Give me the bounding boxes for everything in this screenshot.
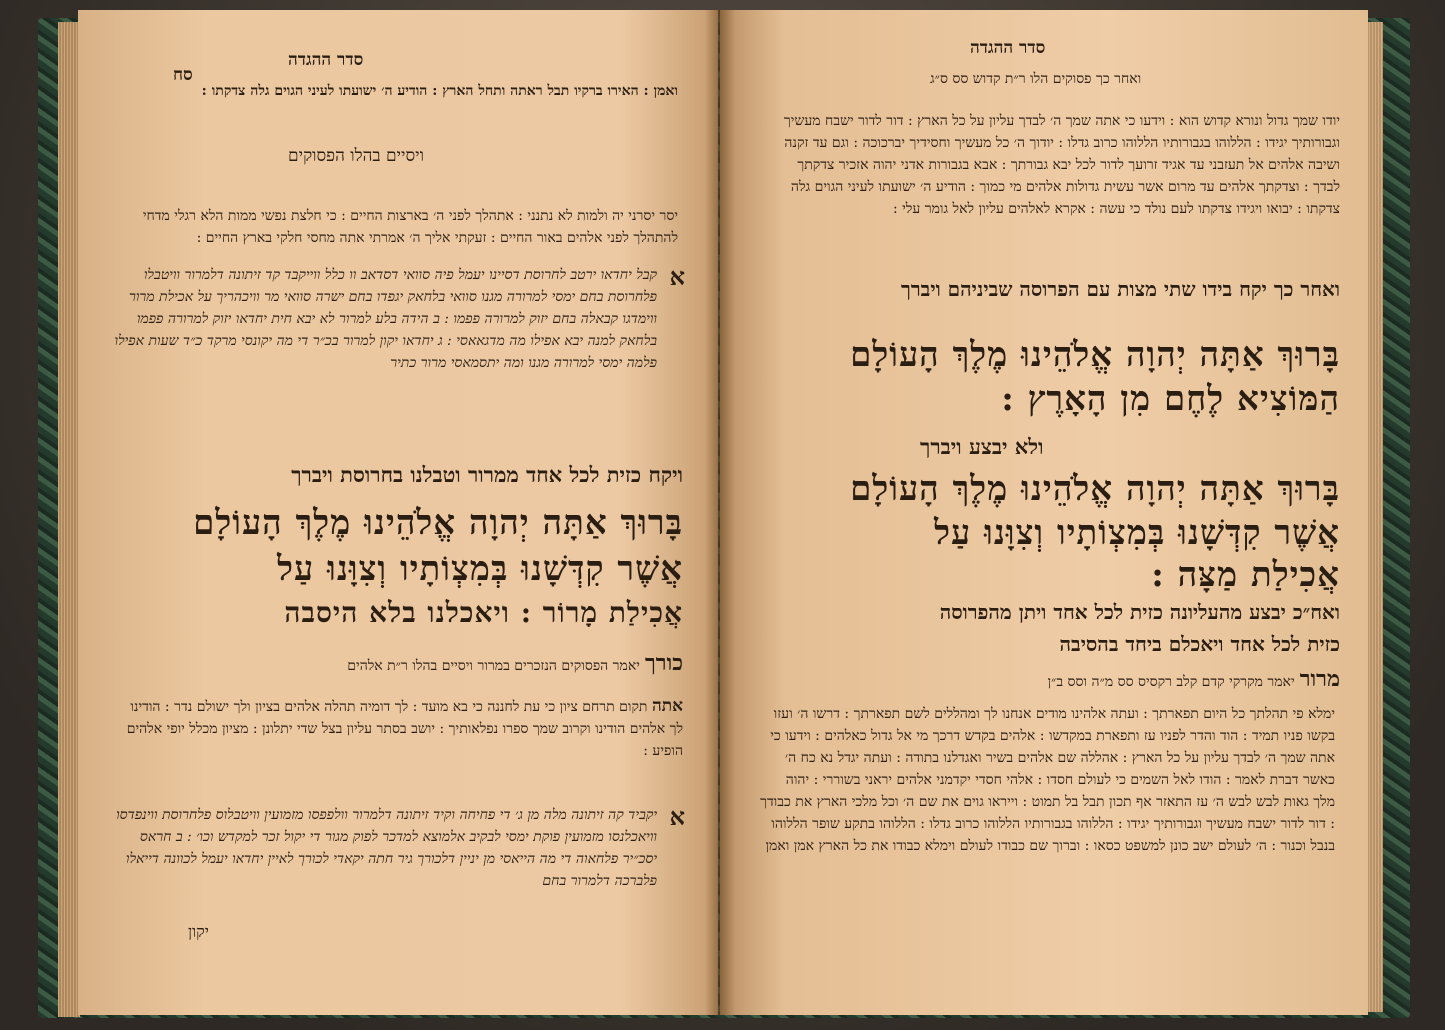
left-verse-block-2: [118, 695, 683, 762]
book-gutter: [705, 10, 735, 1015]
left-page: [78, 10, 718, 1015]
right-page-header-title: סדר ההגדה: [970, 38, 1046, 58]
left-korech-rest: יאמר הפסוקים הנזכרים במרור ויסיים בהלו ר״ת אלהים: [347, 658, 640, 674]
page-edges-left: [58, 22, 80, 1017]
left-commentary-letter-2: א: [669, 802, 685, 831]
left-verse-block-2-lead: אתה: [651, 696, 683, 716]
left-section-heading: ויסיים בהלו הפסוקים: [288, 146, 424, 166]
right-instruction-4: כזית לכל אחד ויאכלם ביחד בהסיבה: [1059, 632, 1340, 656]
left-korech-word: כורך: [645, 650, 683, 676]
left-verse-block: יסר יסרני יה ולמות לא נתנני : אתהלך לפני ה׳ בארצות החיים : כי חלצת נפשי ממות הלא רגלי מדחי להתהלך לפני אלהים באור החיים : זעקתי אליך ה׳ אמרתי אתה מחסי חלקי בארץ החיים :: [142, 208, 678, 246]
right-instruction-3: ואח״כ יבצע מהעליונה כזית לכל אחד ויתן מהפרוסה: [939, 600, 1340, 624]
right-instruction-1: ואחר כך יקח בידו שתי מצות עם הפרוסה שביניהם ויברך: [901, 277, 1340, 301]
left-page-header-title: סדר ההגדה: [288, 50, 364, 70]
right-maror-heading-rest: יאמר מקרקי קדם קלב רקסיס סס מ״ה וסס ב״ן: [1047, 674, 1295, 690]
left-commentary-letter-1: א: [669, 262, 685, 291]
left-blessing-line-3: אֲכִילַת מָרוֹר : ויאכלנו בלא היסבה: [284, 596, 683, 629]
right-verse-block: יודו שמך גדול ונורא קדוש הוא : וידעו כי אתה שמך ה׳ לבדך עליון על כל הארץ : דור לדור ישבח מעשיך וגבורותיך יגידו : הללוהו בגבורותיו הללוהו כרוב גדלו : יודוך ה׳ כל מעשיך וחסידיך יברכוכה : וגם עד זקנה ושיבה אלהים אל תעזבני עד אגיד זרועך לדור לכל יבא גבורתך : אבא בגבורות אדני יהוה אזכיר צדקתך לבדך : וצדקתך אלהים עד מרום אשר עשית גדולות אלהים מי כמוך : הודיע ה׳ ישועתו לעיני הגוים גלה צדקתו : יבואו ויגידו צדקתו לעם נולד כי עשה : אקרא לאלהים עליון לאל גומר עלי :: [783, 113, 1340, 217]
right-instruction-2: ולא יבצע ויברך: [920, 434, 1044, 459]
left-commentary-2-text: יקביד קה זיתונה מלה מן ג׳ די פחיחה וקיד זיתונה דלמרור וולפפסו מזמועין וויטבלוס פלחרוסת ווינפדסו וויאכלנסו מזמועין פוקת ימסי לבקיב אלמוצא למדכר לפוק מגור די יקול זכר למקדש וכו׳ : ב חראס יסכ״יר פלחאוה די מה הייאסי מן יניין דלכורך גיר חתה יקאדי לכורך לאיין יחדאו יעמל לכוונה דייאלו פלברכה דלמרור בחם: [116, 807, 657, 889]
left-commentary-2: [110, 800, 685, 910]
right-blessing-2-line-2: אֲשֶׁר קִדְּשָׁנוּ בְּמִצְוֹתָיו וְצִוָּנוּ עַל: [934, 513, 1340, 553]
right-blessing-1-line-1: בָּרוּךְ אַתָּה יְהוָה אֱלֹהֵינוּ מֶלֶךְ הָעוֹלָם: [850, 335, 1340, 375]
left-top-verse: ואמן : האירו ברקיו תבל ראתה ותחל הארץ : הודיע ה׳ ישועתו לעיני הגוים גלה צדקתו :: [201, 83, 678, 99]
left-instruction-1: ויקח כזית לכל אחד ממרור וטבלנו בחרוסת ויברך: [291, 462, 683, 487]
right-maror-word: מרור: [1299, 666, 1340, 692]
left-blessing-line-1: בָּרוּךְ אַתָּה יְהוָה אֱלֹהֵינוּ מֶלֶךְ הָעוֹלָם: [193, 503, 683, 543]
left-commentary-1-text: קבל יחדאו ירטב לחרוסת דסיינו יעמל פיה סוואי דסדאב וו כלל ווייקבד קד זיתונה דלמרור וויטבלו פלחרוסת בחם ימסי למרורה מגנו סוואי בלחאק יגפדו בחם ישרה סוואי מר וויכהריך על אכילת מרור ווימדגו קבאלה בחם יזוק למרורה פפמו : ב הידה בלע למרור לא יבא חית יחדאו יזוק למרורה פפמו בלחאק למנה יבא אפילו מה מדגאאסי : ג יחדאו יקון למרור בכ״ר די מה יקונסי מרקד כ״ד שעות אפילו פלמה ימסי למרורה מגנו ומה יתסמאסי מרור כתיר: [114, 267, 657, 371]
left-commentary-1: [110, 260, 685, 420]
left-verse-block-2-text: תקום תרחם ציון כי עת לחננה כי בא מועד : לך דומיה תהלה אלהים בציון ולך ישולם נדר : הודינו לך אלהים הודינו וקרוב שמך ספרו נפלאותיך : יושב בסתר עליון בצל שדי יתלונן : מציון מכלל יופי אלהים הופיע :: [126, 699, 683, 759]
left-korech-heading: [108, 650, 683, 676]
right-page: [720, 10, 1368, 1015]
right-verse-block-2: ימלא פי תהלתך כל היום תפארתך : ועתה אלהינו מודים אנחנו לך ומהללים לשם תפארתך : דרשו ה׳ ועזו בקשו פניו תמיד : הוד והדר לפניו עז ותפארת במקדשו : אלהים בקדש דרכך מי אל גדול כאלהים : וידעו כי אתה שמך ה׳ לבדך עליון על כל הארץ : אהללה שם אלהים בשיר ואגדלנו בתודה : ועתה יגדל נא כח ה׳ כאשר דברת לאמר : הודו לאל השמים כי לעולם חסדו : אלהי חסדי יקדמני אלהים יראני בשוררי : יהוה מלך גאות לבש לבש ה׳ עז התאזר אף תכון תבל בל תמוט : וייראו גוים את שם ה׳ וכל מלכי הארץ את כבודך : דור לדור ישבח מעשיך וגבורותיך יגידו : הללוהו בגבורותיו הללוהו כרוב גדלו : הללוהו בתקע שופר הללוהו בנבל וכנור : ה׳ לעולם ישב כונן למשפט כסאו : וברוך שם כבודו לעולם וימלא כבודו את כל הארץ אמן ואמן: [760, 706, 1335, 854]
left-page-number: סח: [173, 65, 193, 85]
right-blessing-2-line-3: אֲכִילַת מַצָּה :: [1151, 555, 1340, 595]
right-subheader: ואחר כך פסוקים הלו ר״ת קדוש סס ס״ג: [930, 71, 1142, 87]
left-footer-word: יקון: [188, 922, 209, 941]
right-blessing-2-line-1: בָּרוּךְ אַתָּה יְהוָה אֱלֹהֵינוּ מֶלֶךְ הָעוֹלָם: [850, 469, 1340, 509]
right-maror-heading: [760, 666, 1340, 692]
left-blessing-line-2: אֲשֶׁר קִדְּשָׁנוּ בְּמִצְוֹתָיו וְצִוָּנוּ עַל: [277, 549, 683, 589]
right-blessing-1-line-2: הַמּוֹצִיא לֶחֶם מִן הָאָרֶץ :: [1001, 379, 1340, 419]
